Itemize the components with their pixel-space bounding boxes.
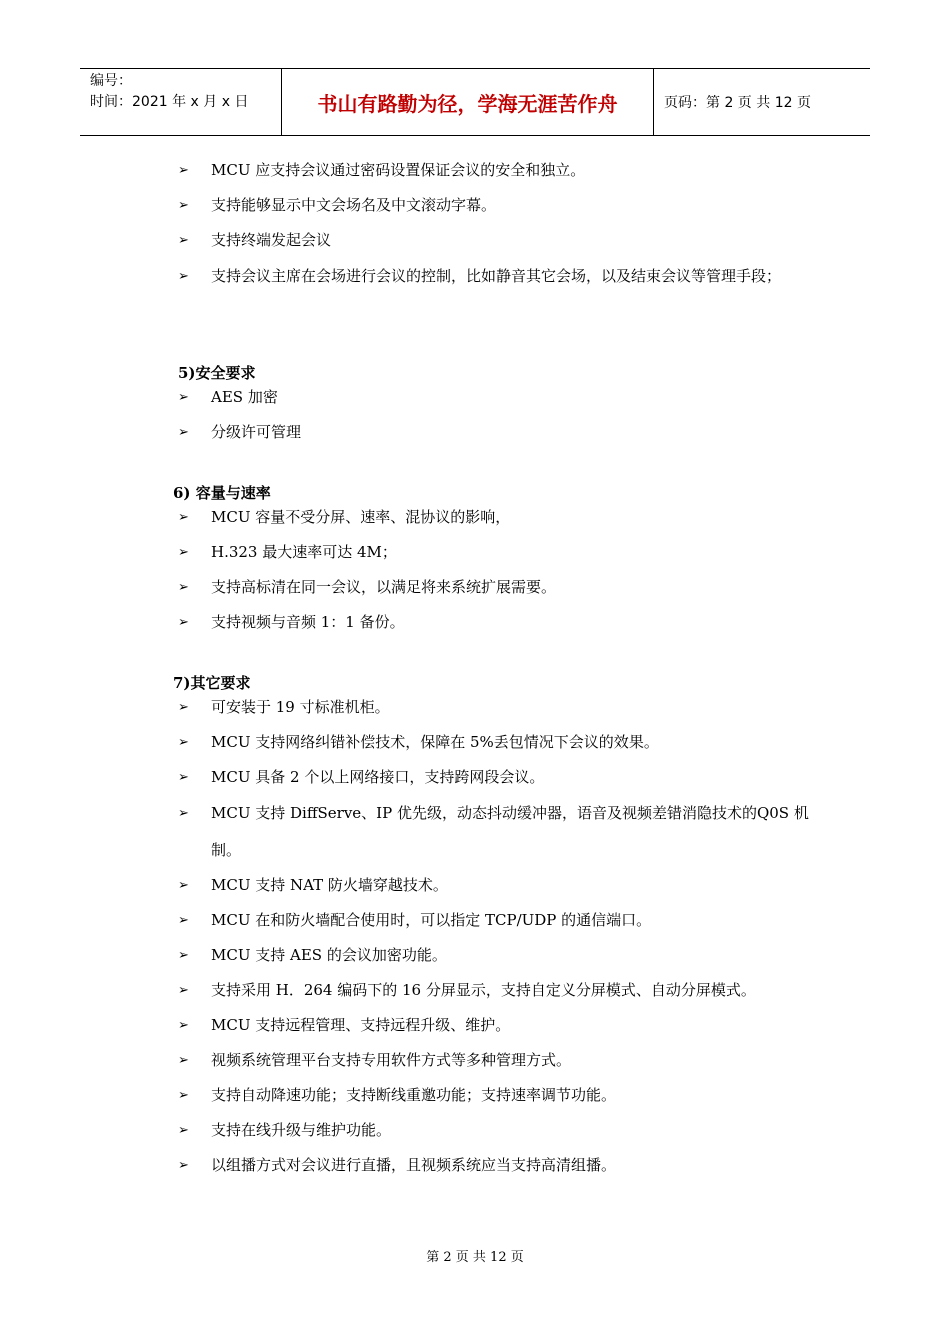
list-item: ➢ AES 加密 (178, 380, 828, 415)
list-item: ➢ 支持终端发起会议 (178, 223, 828, 258)
list-item: ➢ MCU 支持远程管理、支持远程升级、维护。 (178, 1008, 828, 1043)
header-motto: 书山有路勤为径，学海无涯苦作舟 (281, 69, 654, 135)
arrow-bullet-icon: ➢ (178, 1088, 189, 1103)
list-item: ➢ MCU 在和防火墙配合使用时，可以指定 TCP/UDP 的通信端口。 (178, 903, 828, 938)
arrow-bullet-icon: ➢ (178, 806, 189, 821)
list-item: ➢ H.323 最大速率可达 4M； (178, 535, 828, 570)
arrow-bullet-icon: ➢ (178, 948, 189, 963)
arrow-bullet-icon: ➢ (178, 233, 189, 248)
arrow-bullet-icon: ➢ (178, 700, 189, 715)
list-item: ➢ MCU 容量不受分屏、速率、混协议的影响， (178, 500, 828, 535)
section-heading: 5)安全要求 (178, 364, 256, 382)
arrow-bullet-icon: ➢ (178, 510, 189, 525)
arrow-bullet-icon: ➢ (178, 1018, 189, 1033)
list-item: ➢ 支持在线升级与维护功能。 (178, 1113, 828, 1148)
arrow-bullet-icon: ➢ (178, 163, 189, 178)
page-header (80, 68, 870, 136)
list-item: ➢ 支持采用 H．264 编码下的 16 分屏显示，支持自定义分屏模式、自动分屏模式。 (178, 973, 828, 1008)
arrow-bullet-icon: ➢ (178, 1053, 189, 1068)
list-item: ➢ 支持自动降速功能；支持断线重邀功能；支持速率调节功能。 (178, 1078, 828, 1113)
section-heading: 7)其它要求 (173, 674, 251, 692)
list-item: ➢ 分级许可管理 (178, 415, 828, 450)
list-item: ➢ MCU 支持 DiffServe、IP 优先级，动态抖动缓冲器，语音及视频差错消隐技术的Q0S 机制。 (178, 795, 828, 869)
list-item: ➢ 支持视频与音频 1：1 备份。 (178, 605, 828, 640)
arrow-bullet-icon: ➢ (178, 615, 189, 630)
arrow-bullet-icon: ➢ (178, 878, 189, 893)
number-label: 编号： (90, 73, 132, 89)
arrow-bullet-icon: ➢ (178, 390, 189, 405)
arrow-bullet-icon: ➢ (178, 425, 189, 440)
list-item: ➢ 可安装于 19 寸标准机柜。 (178, 690, 828, 725)
list-item: ➢ 支持高标清在同一会议，以满足将来系统扩展需要。 (178, 570, 828, 605)
list-item: ➢ MCU 应支持会议通过密码设置保证会议的安全和独立。 (178, 153, 828, 188)
arrow-bullet-icon: ➢ (178, 1158, 189, 1173)
list-item: ➢ MCU 具备 2 个以上网络接口，支持跨网段会议。 (178, 760, 828, 795)
list-item: ➢ 以组播方式对会议进行直播，且视频系统应当支持高清组播。 (178, 1148, 828, 1183)
arrow-bullet-icon: ➢ (178, 983, 189, 998)
arrow-bullet-icon: ➢ (178, 913, 189, 928)
page-footer: 第 2 页 共 12 页 (426, 1250, 524, 1265)
list-item: ➢ MCU 支持网络纠错补偿技术，保障在 5%丢包情况下会议的效果。 (178, 725, 828, 760)
list-item: ➢ MCU 支持 AES 的会议加密功能。 (178, 938, 828, 973)
arrow-bullet-icon: ➢ (178, 198, 189, 213)
arrow-bullet-icon: ➢ (178, 735, 189, 750)
arrow-bullet-icon: ➢ (178, 1123, 189, 1138)
list-item: ➢ MCU 支持 NAT 防火墙穿越技术。 (178, 868, 828, 903)
arrow-bullet-icon: ➢ (178, 545, 189, 560)
section-heading: 6) 容量与速率 (173, 484, 271, 502)
header-left-cell (80, 69, 281, 135)
date-label: 时间：2021 年 x 月 x 日 (90, 94, 249, 110)
list-item: ➢ 支持会议主席在会场进行会议的控制，比如静音其它会场，以及结束会议等管理手段； (178, 258, 828, 295)
list-item: ➢ 视频系统管理平台支持专用软件方式等多种管理方式。 (178, 1043, 828, 1078)
arrow-bullet-icon: ➢ (178, 770, 189, 785)
arrow-bullet-icon: ➢ (178, 580, 189, 595)
header-page-info: 页码：第 2 页 共 12 页 (664, 95, 811, 111)
arrow-bullet-icon: ➢ (178, 269, 189, 284)
list-item: ➢ 支持能够显示中文会场名及中文滚动字幕。 (178, 188, 828, 223)
